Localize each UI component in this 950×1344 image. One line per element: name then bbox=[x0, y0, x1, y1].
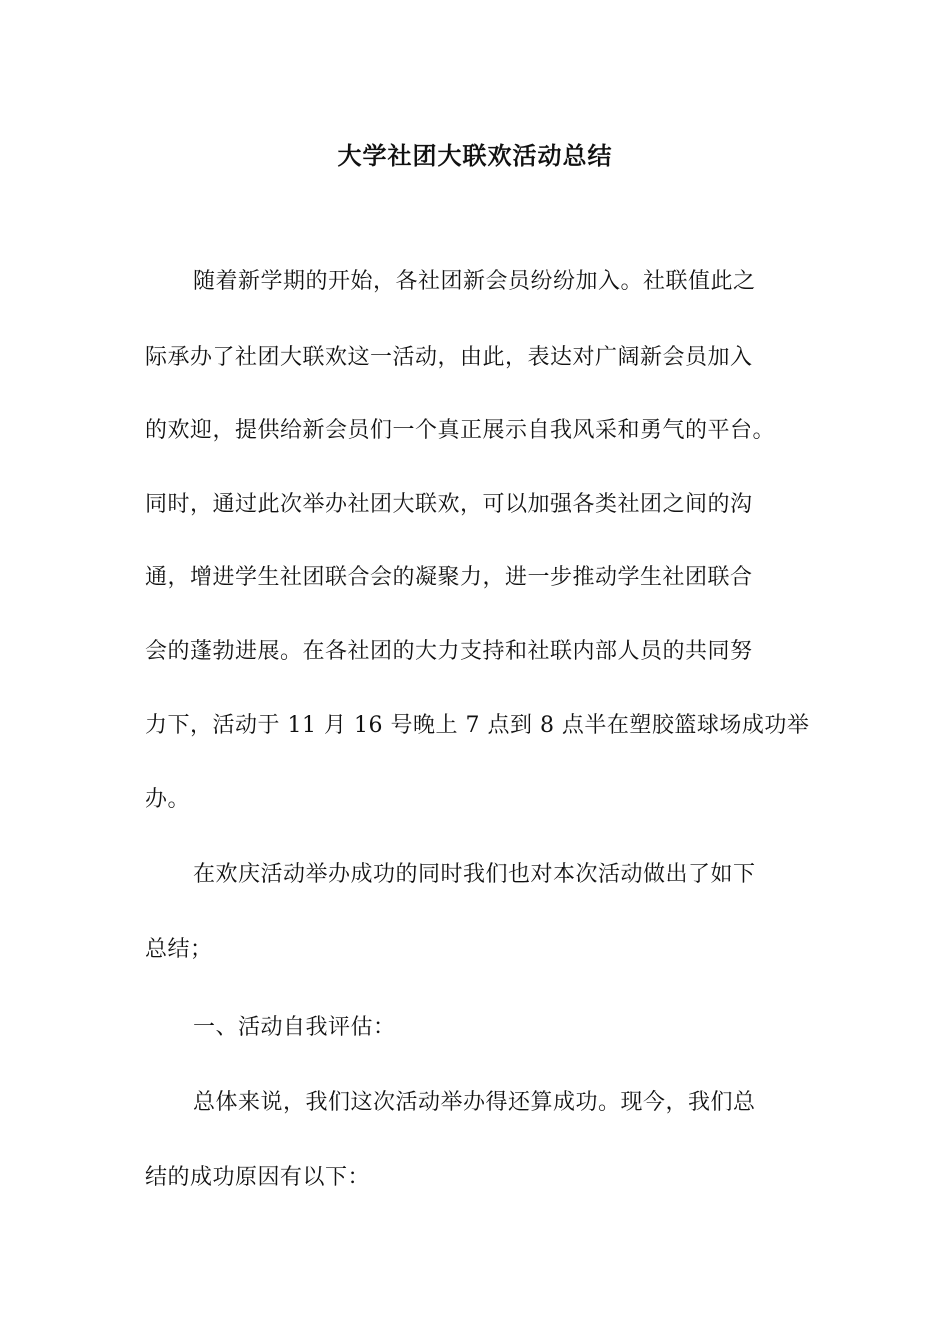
paragraph-line: 在欢庆活动举办成功的同时我们也对本次活动做出了如下 bbox=[193, 862, 756, 887]
document-title: 大学社团大联欢活动总结 bbox=[337, 141, 613, 170]
paragraph-line: 同时，通过此次举办社团大联欢，可以加强各类社团之间的沟 bbox=[145, 492, 753, 517]
paragraph-line: 会的蓬勃进展。在各社团的大力支持和社联内部人员的共同努 bbox=[145, 639, 753, 664]
paragraph-line: 的欢迎，提供给新会员们一个真正展示自我风采和勇气的平台。 bbox=[145, 418, 776, 443]
paragraph-line: 总结； bbox=[145, 937, 213, 962]
paragraph-line: 办。 bbox=[145, 787, 191, 812]
paragraph-line: 力下，活动于 11 月 16 号晚上 7 点到 8 点半在塑胶篮球场成功举 bbox=[145, 713, 810, 738]
paragraph-line: 结的成功原因有以下： bbox=[145, 1165, 371, 1190]
paragraph-line: 际承办了社团大联欢这一活动，由此，表达对广阔新会员加入 bbox=[145, 345, 753, 370]
section-heading: 一、活动自我评估： bbox=[193, 1015, 396, 1040]
paragraph-line: 随着新学期的开始，各社团新会员纷纷加入。社联值此之 bbox=[193, 269, 756, 294]
paragraph-line: 总体来说，我们这次活动举办得还算成功。现今，我们总 bbox=[193, 1090, 756, 1115]
paragraph-line: 通，增进学生社团联合会的凝聚力，进一步推动学生社团联合 bbox=[145, 565, 753, 590]
